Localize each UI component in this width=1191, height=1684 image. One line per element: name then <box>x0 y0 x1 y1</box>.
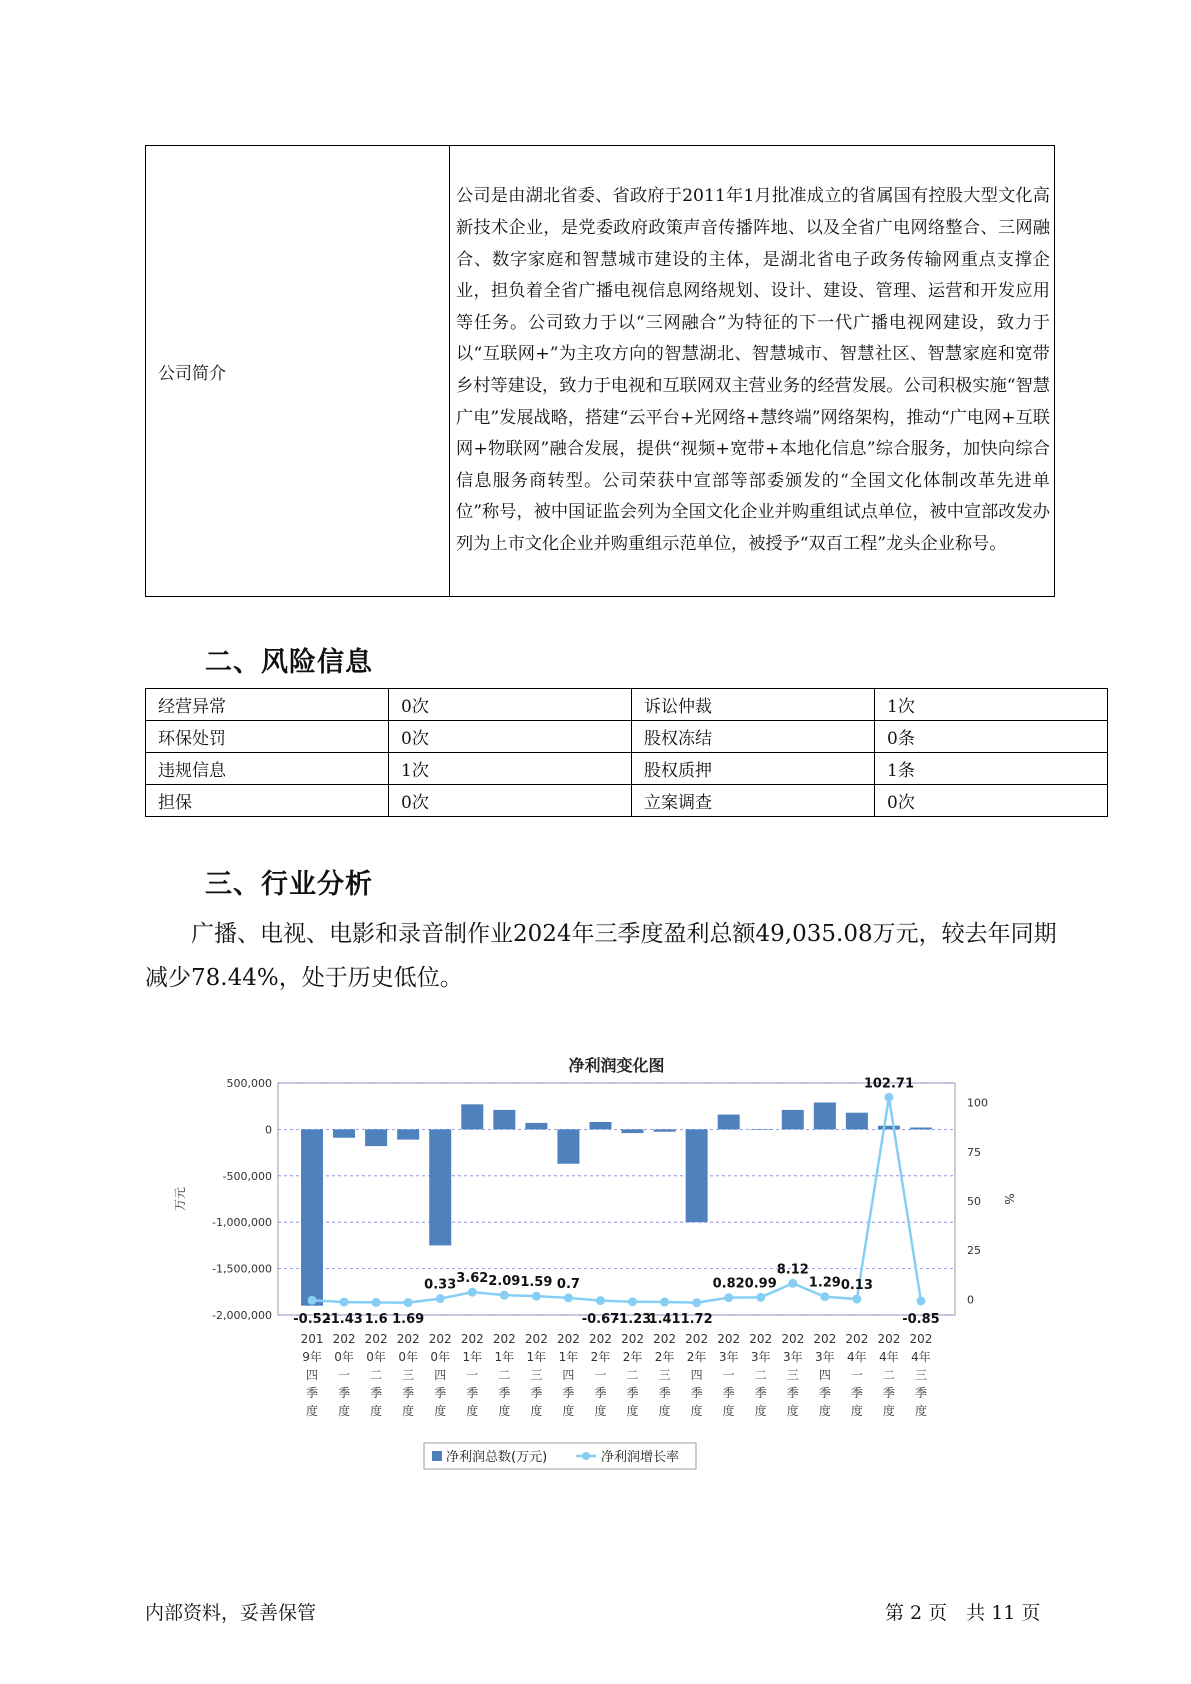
growth-data-label: 0.82 <box>712 1276 745 1292</box>
growth-point <box>532 1292 541 1301</box>
growth-data-label: 0.13 <box>840 1278 873 1294</box>
company-intro-label: 公司简介 <box>146 146 450 597</box>
x-tick-label: 201 9年四季度 <box>300 1332 324 1418</box>
x-tick-label: 202 0年二季度 <box>364 1332 388 1418</box>
x-tick-label: 202 3年一季度 <box>717 1332 741 1418</box>
y2-tick-label: 100 <box>967 1096 988 1110</box>
growth-point <box>724 1293 733 1302</box>
bar <box>365 1129 387 1146</box>
growth-point <box>916 1296 925 1305</box>
growth-data-label: 1.72 <box>680 1312 713 1327</box>
growth-data-label: 102.71 <box>863 1076 915 1092</box>
risk-row <box>146 689 1108 721</box>
legend-line-label: 净利润增长率 <box>601 1450 680 1465</box>
growth-point <box>596 1296 605 1305</box>
net-profit-chart-svg <box>170 1035 1016 1505</box>
bar <box>525 1123 547 1129</box>
x-tick-label: 202 0年三季度 <box>396 1332 420 1418</box>
x-tick-label: 202 4年一季度 <box>845 1332 869 1418</box>
footer-page-number: 第 2 页 共 11 页 <box>885 1602 1041 1624</box>
growth-data-label: -0.67 <box>581 1312 620 1327</box>
bar <box>750 1129 772 1130</box>
risk-item-value: 1次 <box>875 689 1108 721</box>
legend-line-marker <box>582 1452 590 1460</box>
bar <box>461 1104 483 1129</box>
risk-row <box>146 721 1108 753</box>
x-tick-label: 202 2年四季度 <box>685 1332 709 1418</box>
risk-item-label: 经营异常 <box>146 689 389 721</box>
growth-point <box>468 1288 477 1297</box>
growth-data-label: -0.85 <box>902 1312 940 1327</box>
x-tick-label: 202 1年一季度 <box>460 1332 484 1418</box>
x-tick-label: 202 2年二季度 <box>621 1332 644 1418</box>
y2-tick-label: 50 <box>967 1194 981 1208</box>
bar <box>718 1115 740 1130</box>
risk-item-value: 1次 <box>389 753 632 785</box>
chart-title: 净利润变化图 <box>568 1056 665 1075</box>
risk-item-label: 违规信息 <box>146 753 389 785</box>
growth-point <box>884 1093 893 1102</box>
growth-point <box>404 1298 413 1307</box>
risk-section-heading: 二、风险信息 <box>205 647 373 678</box>
bar <box>622 1129 644 1133</box>
growth-point <box>500 1291 509 1300</box>
risk-item-label: 环保处罚 <box>146 721 389 753</box>
y-tick-label: -2,000,000 <box>212 1309 272 1322</box>
risk-row <box>146 753 1108 785</box>
bar <box>429 1129 451 1245</box>
risk-item-label: 担保 <box>146 785 389 817</box>
x-tick-label: 202 3年二季度 <box>749 1332 773 1418</box>
bar <box>782 1110 804 1129</box>
company-intro-text: 公司是由湖北省委、省政府于2011年1月批准成立的省属国有控股大型文化高新技术企业，是党委政府政策声音传播阵地、以及全省广电网络整合、三网融合、数字家庭和智慧城市建设的主体，是湖北省电子政务传输网重点支撑企业，担负着全省广播电视信息网络规划、设计、建设、管理、运营和开发应用等任务。公司致力于以“三网融合”为特征的下一代广播电视网建设，致力于以“互联网+”为主攻方向的智慧湖北、智慧城市、智慧社区、智慧家庭和宽带乡村等建设，致力于电视和互联网双主营业务的经营发展。公司积极实施“智慧广电”发展战略，搭建“云平台+光网络+慧终端”网络架构，推动“广电网+互联网+物联网”融合发展，提供“视频+宽带+本地化信息”综合服务，加快向综合信息服务商转型。公司荣获中宣部等部委颁发的“全国文化体制改革先进单位”称号，被中国证监会列为全国文化企业并购重组试点单位，被中宣部改发办列为上市文化企业并购重组示范单位，被授予“双百工程”龙头企业称号。 <box>450 146 1055 597</box>
growth-point <box>756 1293 765 1302</box>
risk-item-label: 诉讼仲裁 <box>632 689 875 721</box>
growth-point <box>564 1293 573 1302</box>
x-tick-label: 202 1年二季度 <box>492 1332 516 1418</box>
x-tick-label: 202 4年三季度 <box>909 1332 933 1418</box>
growth-data-label: -1.23 <box>613 1312 652 1327</box>
bar <box>493 1110 515 1129</box>
x-tick-label: 202 4年二季度 <box>877 1332 901 1418</box>
bar <box>686 1129 708 1222</box>
risk-info-table <box>145 688 1108 817</box>
y-tick-label: 500,000 <box>226 1077 272 1090</box>
growth-point <box>308 1296 317 1305</box>
growth-point <box>692 1298 701 1307</box>
bar <box>814 1102 836 1129</box>
bar <box>333 1129 355 1137</box>
x-tick-label: 202 2年一季度 <box>589 1332 612 1418</box>
risk-item-value: 0条 <box>875 721 1108 753</box>
bar <box>846 1113 868 1130</box>
risk-item-value: 0次 <box>389 689 632 721</box>
risk-item-label: 股权冻结 <box>632 721 875 753</box>
bar <box>589 1122 611 1129</box>
growth-data-label: 1.6 <box>364 1312 388 1327</box>
growth-point <box>660 1298 669 1307</box>
company-intro-table <box>145 145 1055 597</box>
growth-point <box>340 1298 349 1307</box>
x-tick-label: 202 0年一季度 <box>332 1332 356 1418</box>
bar <box>301 1129 323 1305</box>
x-tick-label: 202 1年四季度 <box>556 1332 580 1418</box>
risk-item-value: 0次 <box>875 785 1108 817</box>
growth-data-label: 3.62 <box>456 1271 489 1287</box>
growth-point <box>820 1292 829 1301</box>
growth-data-label: 1.29 <box>808 1275 841 1291</box>
legend-bar-swatch <box>432 1451 442 1461</box>
bar <box>878 1126 900 1130</box>
growth-data-label: 0.33 <box>424 1277 457 1293</box>
risk-item-label: 股权质押 <box>632 753 875 785</box>
industry-section-heading: 三、行业分析 <box>205 869 373 900</box>
growth-data-label: 1.69 <box>392 1312 425 1327</box>
y-tick-label: 0 <box>265 1123 272 1137</box>
growth-point <box>852 1295 861 1304</box>
y-axis-label: 万元 <box>173 1186 187 1212</box>
net-profit-chart <box>170 1035 1016 1505</box>
y-tick-label: -500,000 <box>222 1169 272 1183</box>
bar <box>654 1129 676 1131</box>
y2-tick-label: 25 <box>967 1244 981 1258</box>
risk-item-value: 1条 <box>875 753 1108 785</box>
growth-data-label: 1.59 <box>520 1275 553 1291</box>
x-tick-label: 202 0年四季度 <box>428 1332 452 1418</box>
growth-point <box>628 1297 637 1306</box>
growth-data-label: 2.09 <box>488 1274 521 1290</box>
growth-data-label: 0.99 <box>744 1276 777 1292</box>
growth-point <box>436 1294 445 1303</box>
growth-point <box>372 1298 381 1307</box>
risk-row <box>146 785 1108 817</box>
growth-data-label: 1.41 <box>648 1312 681 1327</box>
growth-data-label: 8.12 <box>776 1262 809 1278</box>
growth-data-label: -1.43 <box>325 1312 363 1327</box>
x-tick-label: 202 2年三季度 <box>653 1332 677 1418</box>
growth-data-label: 0.7 <box>556 1276 580 1292</box>
bar <box>557 1129 579 1163</box>
bar <box>910 1128 932 1130</box>
growth-data-label: -0.52 <box>293 1312 331 1327</box>
y2-tick-label: 0 <box>967 1293 974 1307</box>
y2-tick-label: 75 <box>967 1145 981 1159</box>
bar <box>397 1129 419 1139</box>
footer-confidential: 内部资料，妥善保管 <box>145 1602 317 1624</box>
x-tick-label: 202 1年三季度 <box>524 1332 548 1418</box>
legend-bar-label: 净利润总数(万元) <box>446 1450 548 1465</box>
y-tick-label: -1,000,000 <box>212 1216 272 1230</box>
risk-item-value: 0次 <box>389 785 632 817</box>
x-tick-label: 202 3年四季度 <box>813 1332 837 1418</box>
growth-point <box>788 1279 797 1288</box>
y2-axis-label: % <box>1002 1193 1016 1205</box>
risk-item-value: 0次 <box>389 721 632 753</box>
y-tick-label: -1,500,000 <box>212 1262 272 1276</box>
x-tick-label: 202 3年三季度 <box>781 1332 805 1418</box>
industry-paragraph: 广播、电视、电影和录音制作业2024年三季度盈利总额49,035.08万元，较去年同期减少78.44%，处于历史低位。 <box>145 921 1057 991</box>
risk-item-label: 立案调查 <box>632 785 875 817</box>
